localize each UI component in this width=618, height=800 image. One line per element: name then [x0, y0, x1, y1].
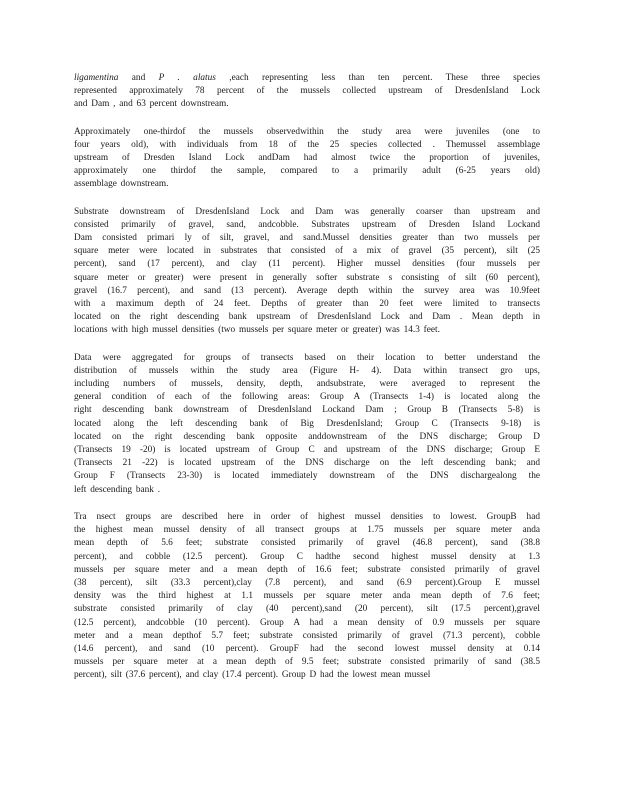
- text-line: (14.6 percent), and sand (10 percent). GroupF had the second lowest mussel density at 0.14: [74, 643, 540, 654]
- text-line: upstream of Dresden Island Lock andDam had almost twice the proportion of juveniles,: [74, 153, 540, 164]
- text-line: Tra nsect groups are described here in order of highest mussel densities to lowest. GroupB had: [74, 511, 540, 522]
- body-paragraph: [74, 352, 540, 497]
- text-line: Approximately one-thirdof the mussels observedwithin the study area were juveniles (one to: [74, 126, 540, 137]
- body-paragraph: [74, 126, 540, 192]
- text-line: four years old), with individuals from 18 of the 25 species collected . Themussel assemblage: [74, 139, 540, 150]
- text-line: the highest mean mussel density of all transect groups at 1.75 mussels per square meter anda: [74, 525, 540, 536]
- text-line: general condition of each of the following areas: Group A (Transects 1-4) is located along the: [74, 392, 540, 403]
- text-line: with a maximum depth of 24 feet. Depths of greater than 20 feet were limited to transects: [74, 299, 540, 310]
- text-line: Data were aggregated for groups of transects based on their location to better understand the: [74, 352, 540, 363]
- text-line: left descending bank .: [74, 484, 161, 495]
- text-line: (38 percent), silt (33.3 percent),clay (7.8 percent), and sand (6.9 percent).Group E mussel: [74, 577, 540, 588]
- text-line: right descending bank downstream of DresdenIsland Lockand Dam ; Group B (Transects 5-8) is: [74, 405, 540, 416]
- body-paragraph: [74, 72, 540, 112]
- text-line: percent), and cobble (12.5 percent). Group C hadthe second highest mussel density at 1.3: [74, 551, 540, 562]
- text-line: (Transects 21 -22) is located upstream of the DNS discharge on the left descending bank; and: [74, 458, 540, 469]
- body-paragraph: [74, 206, 540, 338]
- text-line: (12.5 percent), andcobble (10 percent). Group A had a mean density of 0.9 mussels per square: [74, 617, 540, 628]
- text-line: approximately one thirdof the sample, compared to a primarily adult (6-25 years old): [74, 166, 540, 177]
- body-paragraph: [74, 511, 540, 683]
- text-line: percent), sand (17 percent), and clay (11 percent). Higher mussel densities (four mussels per: [74, 259, 540, 270]
- text-line: located on the right descending bank opposite anddownstream of the DNS discharge; Group D: [74, 431, 540, 442]
- text-line: gravel (16.7 percent), and sand (13 percent). Average depth within the survey area was 10.9feet: [74, 285, 540, 296]
- text-line: square meter were located in substrates that consisted of a mix of gravel (35 percent), silt (25: [74, 246, 540, 257]
- text-line: including numbers of mussels, density, depth, andsubstrate, were averaged to represent the: [74, 379, 540, 390]
- text-line: substrate consisted primarily of clay (40 percent),sand (20 percent), silt (17.5 percent),gravel: [74, 604, 540, 615]
- text-line: mean depth of 5.6 feet; substrate consisted primarily of gravel (46.8 percent), sand (38.8: [74, 538, 540, 549]
- text-line: Group F (Transects 23-30) is located immediately downstream of the DNS dischargealong the: [74, 471, 540, 482]
- text-line: locations with high mussel densities (two mussels per square meter or greater) was 14.3 feet.: [74, 325, 440, 336]
- text-line: density was the third highest at 1.1 mussels per square meter anda mean depth of 7.6 feet;: [74, 591, 540, 602]
- text-line: mussels per square meter at a mean depth of 9.5 feet; substrate consisted primarily of sand (38.5: [74, 657, 540, 668]
- text-line: mussels per square meter and a mean depth of 16.6 feet; substrate consisted primarily of gravel: [74, 564, 540, 575]
- text-line: meter and a mean depthof 5.7 feet; substrate consisted primarily of gravel (71.3 percent), cobble: [74, 630, 540, 641]
- text-line: assemblage downstream.: [74, 179, 169, 190]
- text-line: percent), silt (37.6 percent), and clay (17.4 percent). Group D had the lowest mean mussel: [74, 670, 431, 681]
- text-line: (Transects 19 -20) is located upstream of Group C and upstream of the DNS discharge; Group E: [74, 445, 540, 456]
- text-line: Dam consisted primari ly of silt, gravel, and sand.Mussel densities greater than two mussels per: [74, 233, 540, 244]
- text-line: square meter or greater) were present in generally softer substrate s consisting of silt (60 percent),: [74, 272, 540, 283]
- text-line: and Dam , and 63 percent downstream.: [74, 99, 229, 110]
- text-line: represented approximately 78 percent of the mussels collected upstream of DresdenIsland Lock: [74, 86, 540, 97]
- text-line: located on the right descending bank upstream of DresdenIsland Lock and Dam . Mean depth in: [74, 312, 540, 323]
- text-line: located along the left descending bank of Big DresdenIsland; Group C (Transects 9-18) is: [74, 418, 540, 429]
- text-line: consisted primarily of gravel, sand, andcobble. Substrates upstream of Dresden Island Lockand: [74, 219, 540, 230]
- text-line: Substrate downstream of DresdenIsland Lock and Dam was generally coarser than upstream and: [74, 206, 540, 217]
- document-page: [74, 72, 540, 697]
- text-line: ligamentina and P . alatus ,each representing less than ten percent. These three species: [74, 73, 540, 83]
- text-line: distribution of mussels within the study area (Figure H- 4). Data within transect gro ups,: [74, 365, 540, 376]
